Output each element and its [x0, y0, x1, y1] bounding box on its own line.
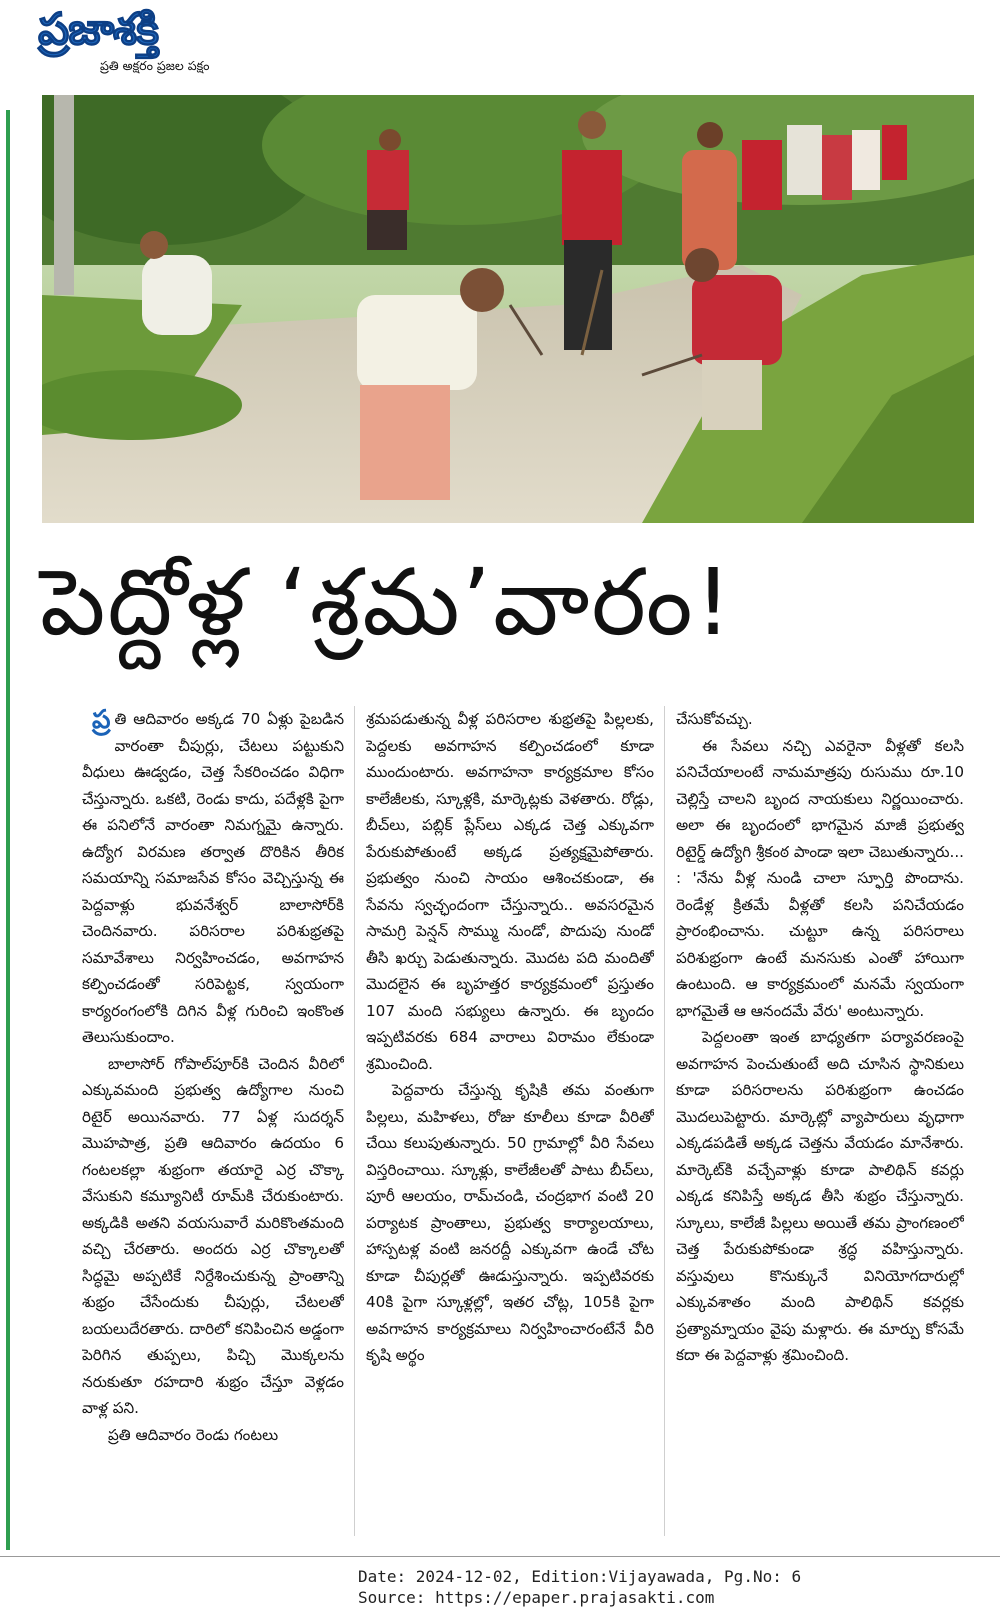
- paragraph: శ్రమపడుతున్న వీళ్ల పరిసరాల శుభ్రతపై పిల్లలకు, పెద్దలకు అవగాహన కల్పించడంలో కూడా ముందుంటారు. అవగాహనా కార్యక్రమాల కోసం కాలేజీలకు, స్కూళ్లకి, మార్కెట్లకు వెళతారు. రోడ్లు, బీచ్‌లు, పబ్లిక్ ప్లేస్‌లు ఎక్కడ చెత్త ఎక్కువగా పేరుకుపోతుంటే అక్కడ ప్రత్యక్షమైపోతారు. ప్రభుత్వం నుంచి సాయం ఆశించకుండా, ఈ సేవను స్వచ్ఛందంగా చేస్తున్నారు.. అవసరమైన సామగ్రి పెన్షన్ సొమ్ము నుండో, పొదుపు నుండో తీసి ఖర్చు పెడుతున్నారు. మొదట పది మందితో మొదలైన ఈ బృహత్తర కార్యక్రమంలో ప్రస్తుతం 107 మంది సభ్యులు ఉన్నారు. ఈ బృందం ఇప్పటివరకు 684 వారాలు విరామం లేకుండా శ్రమించింది.: [366, 710, 654, 1073]
- edition-date-line: Date: 2024-12-02, Edition:Vijayawada, Pg.No: 6: [358, 1567, 802, 1586]
- paragraph: పెద్దలంతా ఇంత బాధ్యతగా పర్యావరణంపై అవగాహన పెంచుతుంటే అది చూసిన స్థానికులు కూడా పరిసరాలను పరిశుభ్రంగా ఉంచడం మొదలుపెట్టారు. మార్కెట్లో వ్యాపారులు వృధాగా ఎక్కడపడితే అక్కడ చెత్తను వేయడం మానేశారు. మార్కెట్‌కి వచ్చేవాళ్లు కూడా పాలిథిన్ కవర్లు ఎక్కడ కనిపిస్తే అక్కడ తీసి శుభ్రం చేస్తున్నారు. స్కూలు, కాలేజీ పిల్లలు అయితే తమ ప్రాంగణంలో చెత్త పేరుకుపోకుండా శ్రద్ధ వహిస్తున్నారు. వస్తువులు కొనుక్కునే వినియోగదారుల్లో ఎక్కువశాతం మంది పాలిథిన్ కవర్లకు ప్రత్యామ్నాయం వైపు మళ్లారు. ఈ మార్పు కోసమే కదా ఈ పెద్దవాళ్లు శ్రమించింది.: [676, 1028, 964, 1364]
- article-column-1: [82, 706, 344, 1540]
- volunteers-cleaning-road-photo: [42, 95, 974, 523]
- footer-divider: [0, 1556, 1000, 1557]
- paragraph: బాలాసోర్ గోపాల్‌పూర్‌కి చెందిన వీరిలో ఎక్కువమంది ప్రభుత్వ ఉద్యోగాల నుంచి రిటైర్ అయినవారు. 77 ఏళ్ల సుదర్శన్ మొహపాత్ర, ప్రతి ఆదివారం ఉదయం 6 గంటలకల్లా శుభ్రంగా తయారై ఎర్ర చొక్కా వేసుకుని కమ్యూనిటీ రూమ్‌కి చేరుకుంటారు. అక్కడికి అతని వయసువారే మరికొంతమంది వచ్చి చేరతారు. అందరు ఎర్ర చొక్కాలతో సిద్ధమై అప్పటికే నిర్దేశించుకున్న ప్రాంతాన్ని శుభ్రం చేసేందుకు చీపుర్లు, చేటలతో బయలుదేరతారు. దారిలో కనిపించిన అడ్డంగా పెరిగిన తుప్పలు, పిచ్చి మొక్కలను నరుకుతూ రహదారి శుభ్రం చేస్తూ వెళ్లడం వాళ్ల పని.: [82, 1054, 344, 1417]
- left-accent-rule: [6, 110, 10, 1550]
- paragraph: ఈ సేవలు నచ్చి ఎవరైనా వీళ్లతో కలసి పనిచేయాలంటే నామమాత్రపు రుసుము రూ.10 చెల్లిస్తే చాలని బృంద నాయకులు నిర్ణయించారు. అలా ఈ బృందంలో భాగమైన మాజీ ప్రభుత్వ రిటైర్డ్ ఉద్యోగి శ్రీకంఠ పాండా ఇలా చెబుతున్నారు... : 'నేను వీళ్ల నుండి చాలా స్ఫూర్తి పొందాను. రెండేళ్ల క్రితమే వీళ్లతో కలసి పనిచేయడం ప్రారంభించాను. చుట్టూ ఉన్న పరిసరాలు పరిశుభ్రంగా ఉంటే మనసుకు ఎంతో హాయిగా ఉంటుంది. ఆ కార్యక్రమంలో మనమే స్వయంగా భాగమైతే ఆ ఆనందమే వేరు' అంటున్నారు.: [676, 736, 964, 1020]
- paragraph: పెద్దవారు చేస్తున్న కృషికి తమ వంతుగా పిల్లలు, మహిళలు, రోజు కూలీలు కూడా వీరితో చేయి కలుపుతున్నారు. 50 గ్రామాల్లో వీరి సేవలు విస్తరించాయి. స్కూళ్లు, కాలేజీలతో పాటు బీచ్‌లు, పూరీ ఆలయం, రామ్‌చండి, చంద్రభాగ వంటి 20 పర్యాటక ప్రాంతాలు, ప్రభుత్వ కార్యాలయాలు, హాస్పటళ్ల వంటి జనరద్దీ ఎక్కువగా ఉండే చోట కూడా చీపుర్లతో ఊడుస్తున్నారు. ఇప్పటివరకు 40కి పైగా స్కూళ్లల్లో, ఇతర చోట్ల, 105కి పైగా అవగాహన కార్యక్రమాలు నిర్వహించారంటేనే వీరి కృషి అర్థం: [366, 1081, 654, 1364]
- masthead-logo: [38, 4, 288, 84]
- article-photo: [42, 95, 974, 523]
- paragraph: ప్రతి ఆదివారం రెండు గంటలు: [108, 1425, 279, 1444]
- paragraph: [82, 706, 344, 1051]
- drop-cap: ప్ర: [92, 706, 111, 735]
- newspaper-tagline: ప్రతి అక్షరం ప్రజల పక్షం: [100, 58, 210, 73]
- article-column-3: [676, 706, 964, 1540]
- column-divider: [664, 706, 665, 1536]
- article-column-2: [366, 706, 654, 1540]
- edition-footer: [358, 1566, 801, 1608]
- paragraph: చేసుకోవచ్చు.: [676, 710, 753, 728]
- article-headline: పెద్దోళ్ల ‘శ్రమ’వారం!: [40, 549, 734, 656]
- source-url-line[interactable]: Source: https://epaper.prajasakti.com: [358, 1588, 715, 1607]
- newspaper-logo: ప్రజాశక్తి: [38, 4, 159, 55]
- column-divider: [354, 706, 355, 1536]
- paragraph-text: తి ఆదివారం అక్కడ 70 ఏళ్లు పైబడిన వారంతా చీపుర్లు, చేటలు పట్టుకుని వీధులు ఊడ్వడం, చెత్త సేకరించడం విధిగా చేస్తున్నారు. ఒకటి, రెండు కాదు, పదేళ్లకి పైగా ఈ పనిలోనే వారంతా నిమగ్నమై ఉన్నారు. ఉద్యోగ విరమణ తర్వాత దొరికిన తీరిక సమయాన్ని సమాజసేవ కోసం వెచ్చిస్తున్న ఈ పెద్దవాళ్లు భువనేశ్వర్ బాలాసోర్‌కి చెందినవారు. పరిసరాల పరిశుభ్రతపై సమావేశాలు నిర్వహించడం, అవగాహన కల్పించడంతో సరిపెట్టక, స్వయంగా కార్యరంగంలోకి దిగిన వీళ్ల గురించి ఇంకొంత తెలుసుకుందాం.: [82, 710, 344, 1046]
